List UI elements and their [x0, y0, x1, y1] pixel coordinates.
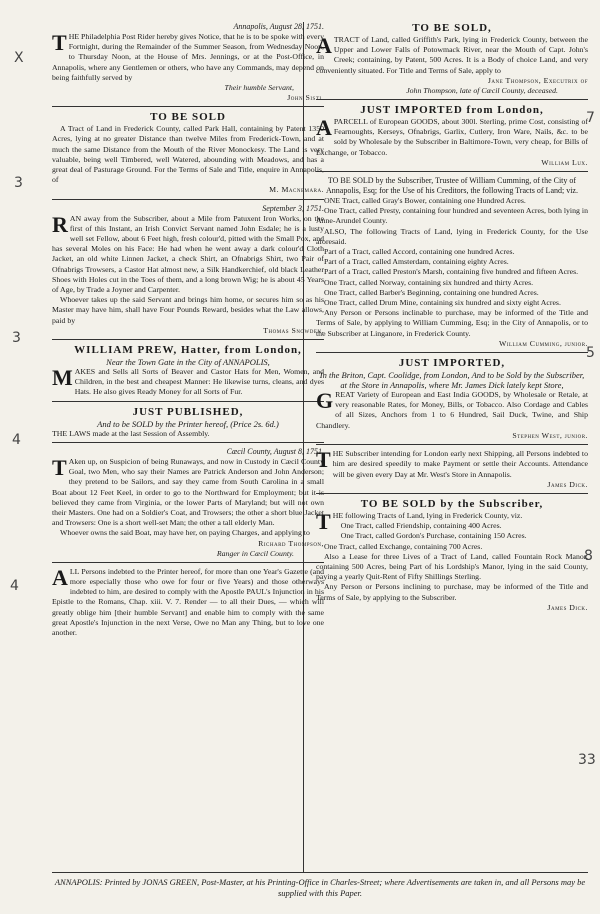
- owner-text: Whoever owns the said Boat, may have her, on paying Charges, and applying to: [60, 528, 310, 538]
- ad-heading: TO BE SOLD: [150, 111, 226, 124]
- ad-text: THE LAWS made at the last Session of Assembly.: [52, 428, 210, 438]
- signature: William Lux.: [541, 157, 588, 167]
- tract-item: Any Person or Persons inclining to purchase, may be informed of the Title and Terms of Sale, by applying to the Subscriber.: [316, 582, 588, 602]
- margin-mark-8: 8: [584, 548, 593, 564]
- tract-item: One Tract, called Gordon's Purchase, containing 150 Acres.: [340, 531, 527, 541]
- runaway-servant-notice: [52, 202, 324, 340]
- ad-text: A Tract of Land in Frederick County, called Park Hall, containing by Patent 1350 Acres, lying at no greater Distance than twelve Miles from Frederick-Town, and at much the same Distance from the Mouth of the River Monockesy. The Land is very valuable, being well Timbered, well Watered, abounding with Meadows, and has a great deal of Pasturage Ground. For the Terms of Sale and Title, enquire in Annapolis, of: [52, 124, 324, 185]
- dateline: Cæcil County, August 8, 1751.: [226, 446, 324, 456]
- ad-heading: JUST IMPORTED,: [398, 357, 506, 370]
- ad-text: REAT Variety of European and East India GOODS, by Wholesale or Retale, at very reasonable Rates, for Money, Bills, or Tobacco. Also Cordage and Cables of all Sizes, Anchors from 1 to 6 Hundred, Sail Duck, Twine, and Ship Chandlery.: [316, 390, 588, 430]
- laws-published-notice: [52, 404, 324, 443]
- tract-item: Any Person or Persons inclinable to purchase, may be informed of the Title and Terms of Sale, by applying to William Cumming, Esq; in the City of Annapolis, or to the Subscriber at Linganore, in Frederick County.: [316, 308, 588, 338]
- reward-text: Whoever takes up the said Servant and brings him home, or secures him so as his Master may have him, shall have Four Pounds Reward, besides what the Law allows, paid by: [52, 295, 324, 325]
- signature: James Dick.: [547, 602, 588, 612]
- ad-subheading: And to be SOLD by the Printer hereof, (Price 2s. 6d.): [97, 418, 279, 429]
- left-column: [52, 20, 324, 643]
- tract-item: ONE Tract, called Gray's Bower, containing one Hundred Acres.: [324, 196, 526, 206]
- tract-item: One Tract, called Norway, containing six hundred and thirty Acres.: [324, 277, 534, 287]
- drop-cap: G: [316, 388, 334, 414]
- ad-subheading: Near the Town Gate in the City of ANNAPOLIS,: [106, 357, 270, 368]
- margin-mark-5: 5: [586, 345, 595, 361]
- signature: Stephen West, junior.: [512, 430, 588, 440]
- signature-title: Ranger in Cæcil County.: [216, 548, 294, 558]
- printer-imprint: ANNAPOLIS: Printed by JONAS GREEN, Post-Master, at his Printing-Office in Charles-Street; where Advertisements are taken in, and all Persons may be supplied with this Paper.: [52, 872, 588, 899]
- right-column: [316, 20, 588, 618]
- signature: John Sisti.: [287, 93, 324, 103]
- dateline: Annapolis, August 28, 1751.: [233, 22, 324, 31]
- signature: Thomas Snowden.: [263, 325, 324, 335]
- ad-heading: TO BE SOLD by the Subscriber,: [360, 497, 544, 510]
- post-rider-notice: [52, 20, 324, 107]
- drop-cap: M: [52, 365, 73, 391]
- margin-mark-4a: 4: [12, 432, 21, 448]
- drop-cap: A: [52, 564, 68, 590]
- hatter-ad: [52, 342, 324, 402]
- margin-mark-3a: 3: [14, 175, 23, 191]
- drop-cap: T: [316, 508, 331, 534]
- runaways-taken-notice: [52, 445, 324, 563]
- drop-cap: T: [316, 447, 331, 473]
- margin-mark-7: 7: [586, 110, 595, 126]
- ad-text: HE following Tracts of Land, lying in Frederick County, viz.: [332, 510, 523, 520]
- signature: William Cumming, junior.: [498, 338, 588, 348]
- signature-title: John Thompson, late of Cæcil County, deceased.: [406, 86, 558, 96]
- ad-subheading: In the Briton, Capt. Coolidge, from London, And to be Sold by the Subscriber, at the Store in Annapolis, where Mr. James Dick lately kept Store,: [319, 370, 585, 391]
- drop-cap: A: [316, 115, 332, 141]
- tract-item: One Tract, called Presty, containing four hundred and seventeen Acres, both lying in Anne-Arundel County.: [316, 206, 588, 226]
- tract-item: Also a Lease for three Lives of a Tract of Land, called Fountain Rock Manor, containing 500 Acres, being Part of his Lordship's Manor, lying in the said County, paying a yearly Quit-Rent of Fifty Shillings Sterling.: [316, 551, 588, 582]
- dateline: September 3, 1751.: [262, 203, 324, 213]
- signature: James Dick.: [547, 479, 588, 489]
- ad-heading: TO BE SOLD by the Subscriber, Trustee of William Cumming, of the City of Annapolis, Esq; for the Use of his Creditors, the following Tracts of Land; viz.: [326, 176, 578, 196]
- notice-text: LL Persons indebted to the Printer hereof, for more than one Year's Gazette (and more especially those who owe for four or five Years) and those otherways indebted to him, are desired to comply with the Apostle PAUL's Injunction in his Epistle to the Romans, Chap. xiii. V. 7. Render — to all their Dues, — which will greatly oblige him [their humble Servant] and enable him to comply with the same great Apostle's Injunction in the next Verse, Owe no Man any Thing, but to love one another.: [52, 566, 324, 637]
- margin-mark-4b: 4: [10, 578, 19, 594]
- drop-cap: T: [52, 454, 67, 480]
- ad-heading: WILLIAM PREW, Hatter, from London,: [74, 344, 302, 357]
- margin-mark-x: X: [14, 50, 24, 66]
- closing-line: Their humble Servant,: [224, 83, 294, 93]
- margin-mark-3b: 3: [12, 330, 21, 346]
- tract-item: One Tract, called Drum Mine, containing six hundred and sixty eight Acres.: [324, 298, 561, 308]
- ad-text: TRACT of Land, called Griffith's Park, lying in Frederick County, between the Upper and Lower Falls of Potowmack River, near the Mouth of Capt. John's Creek; containing, by Patent, 500 Acres. It is a Body of choice Land, and very conveniently situated. For Title and Terms of Sale, apply to: [316, 35, 588, 75]
- tract-item: One Tract, called Barber's Beginning, containing one hundred Acres.: [324, 287, 539, 297]
- cumming-tracts-sale: [316, 174, 588, 353]
- ad-heading: TO BE SOLD,: [412, 22, 492, 34]
- dick-tracts-sale: [316, 496, 588, 616]
- signature: M. Macnemara.: [269, 185, 324, 195]
- griffiths-park-sale: [316, 20, 588, 100]
- signature: Richard Thompson,: [258, 538, 324, 548]
- tract-item: Part of a Tract, called Accord, containing one hundred Acres.: [324, 247, 515, 257]
- drop-cap: T: [52, 30, 67, 55]
- tract-item: Part of a Tract, called Amsterdam, containing eighty Acres.: [324, 257, 509, 267]
- notice-text: Aken up, on Suspicion of being Runaways, and now in Custody in Cæcil County Goal, two Men, who say their Names are Patrick Anderson and John Anderson; they pretend to be Sailors, and say they came from South Carolina in a small Boat about 12 Feet Keel, in order to go to the Northward for Employment; but it is believed they came from Virginia, or the lower Parts of Maryland; but will not own their Masters. One had on a Soldier's Coat, and Trowsers; the other a short blue Jacket and Trowsers: One is a short well-set Man; the other a tall elderly Man.: [52, 456, 324, 528]
- ad-text: PARCELL of European GOODS, about 300l. Sterling, prime Cost, consisting of Fearnoughts, Kerseys, Ofnabrigs, Garlix, Cutlery, Iron Ware, Nails, &c. to be sold by Wholesale by the Subscriber in Baltimore-Town, very cheap, for Bills of Exchange, or Tobacco.: [316, 117, 588, 157]
- signature: Jane Thompson, Executrix of: [487, 75, 588, 85]
- tract-item: One Tract, called Exchange, containing 700 Acres.: [324, 541, 483, 551]
- notice-text: HE Subscriber intending for London early next Shipping, all Persons indebted to him are desired speedily to make Payment or settle their Accounts. Attendance will be given every Day at Mr. West's Store in Annapolis.: [332, 449, 588, 479]
- drop-cap: A: [316, 33, 332, 58]
- dick-debts-notice: [316, 447, 588, 494]
- european-goods-ad: [316, 102, 588, 172]
- printer-debts-notice: [52, 565, 324, 641]
- park-hall-sale: [52, 109, 324, 199]
- ad-heading: JUST PUBLISHED,: [132, 405, 244, 418]
- notice-text: HE Philadelphia Post Rider hereby gives Notice, that he is to be spoke with every Fortnight, during the Remainder of the Summer Season, from Wednesday Noon, to Thursday Noon, at the House of Mrs. Jennings, or at the Post-Office, in Annapolis, where any Gentlemen or others, who have any Commands, may depend on being faithfully served by: [52, 32, 324, 82]
- tract-item: ALSO, The following Tracts of Land, lying in Frederick County, for the Use aforesaid.: [316, 226, 588, 246]
- briton-goods-ad: [316, 355, 588, 445]
- ad-heading: JUST IMPORTED from London,: [360, 104, 544, 117]
- ad-text: AKES and Sells all Sorts of Beaver and Castor Hats for Men, Women, and Children, in the best and cheapest Manner: He likewise turns, cleans, and dyes Hats. He also gives Ready Money for all Sorts of Fur.: [74, 367, 324, 397]
- notice-text: AN away from the Subscriber, about a Mile from Patuxent Iron Works, on the first of this Instant, an Irish Convict Servant named John Esdale; he is a lusty well set Fellow, about 6 Feet high, fresh colour'd, pitted with the Small Pox, and has several Moles on his Face: He had when he went away a dark colour'd Cloth Jacket, an old white Linnen Jacket, a check Shirt, an Ofnabrigs Shirt, two Pair of Ofnabrigs Trowsers, a Castor Hat almost new, a Silk Handkerchief, old black Leather Shoes with Holes cut in the Toes of them, and a long brown Wig; he is about 45 Years of Age, by Trade a Joyner and Carpenter.: [52, 213, 324, 295]
- drop-cap: R: [52, 211, 68, 237]
- margin-mark-33: 33: [578, 752, 596, 768]
- tract-item: One Tract, called Friendship, containing 400 Acres.: [340, 521, 502, 531]
- tract-item: Part of a Tract, called Preston's Marsh, containing five hundred and fifteen Acres.: [324, 267, 579, 277]
